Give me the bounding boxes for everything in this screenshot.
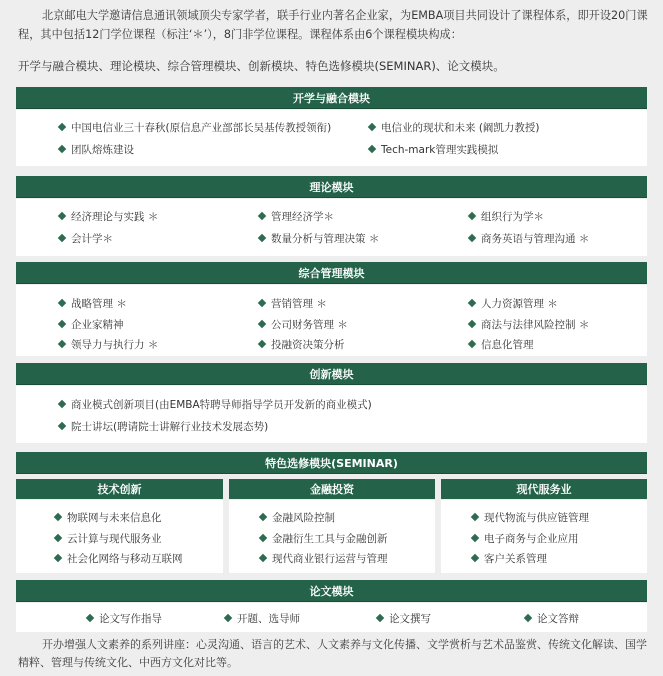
diamond-bullet-icon (376, 614, 384, 622)
diamond-bullet-icon (258, 340, 266, 348)
diamond-bullet-icon (58, 299, 66, 307)
seminar-column-header: 技术创新 (16, 479, 223, 499)
diamond-bullet-icon (259, 554, 267, 562)
list-item: 院士讲坛(聘请院士讲解行业技术发展态势) (58, 420, 268, 434)
list-item: 现代物流与供应链管理 (471, 511, 589, 525)
seminar-column-box (16, 500, 223, 573)
diamond-bullet-icon (258, 320, 266, 328)
diamond-bullet-icon (258, 299, 266, 307)
list-item: 云计算与现代服务业 (54, 532, 162, 546)
opening-module-header: 开学与融合模块 (16, 87, 647, 109)
general-management-module-header: 综合管理模块 (16, 262, 647, 284)
diamond-bullet-icon (524, 614, 532, 622)
diamond-bullet-icon (468, 320, 476, 328)
list-item: 中国电信业三十春秋(原信息产业部部长吴基传教授领衔) (58, 121, 331, 135)
footer-lectures-paragraph: 开办增强人文素养的系列讲座：心灵沟通、语言的艺术、人文素养与文化传播、文学赏析与艺术品鉴赏、传统文化解读、国学精粹、管理与传统文化、中西方文化对比等。 (18, 638, 647, 669)
list-item: 论文撰写 (376, 612, 431, 626)
list-item: 现代商业银行运营与管理 (259, 552, 388, 566)
diamond-bullet-icon (54, 554, 62, 562)
diamond-bullet-icon (58, 400, 66, 408)
theory-module-box (16, 199, 647, 256)
diamond-bullet-icon (54, 534, 62, 542)
diamond-bullet-icon (471, 554, 479, 562)
general-management-module-box (16, 285, 647, 356)
diamond-bullet-icon (258, 234, 266, 242)
list-item: 开题、选导师 (224, 612, 300, 626)
diamond-bullet-icon (471, 513, 479, 521)
opening-module-box (16, 110, 647, 166)
list-item: 商业模式创新项目(由EMBA特聘导师指导学员开发新的商业模式) (58, 398, 372, 412)
list-item: 论文答辩 (524, 612, 579, 626)
list-item: 信息化管理 (468, 338, 534, 352)
diamond-bullet-icon (58, 145, 66, 153)
list-item: 电子商务与企业应用 (471, 532, 579, 546)
list-item: 论文写作指导 (86, 612, 162, 626)
diamond-bullet-icon (58, 422, 66, 430)
list-item: 商务英语与管理沟通 ＊ (468, 232, 589, 246)
diamond-bullet-icon (258, 212, 266, 220)
seminar-module-header: 特色选修模块(SEMINAR) (16, 452, 647, 474)
diamond-bullet-icon (368, 145, 376, 153)
intro-paragraph: 北京邮电大学邀请信息通讯领域顶尖专家学者，联手行业内著名企业家，为EMBA项目共同设计了课程体系，即开设20门课程，其中包括12门学位课程（标注‘＊’），8门非学位课程。课程体系由6个课程模块构成： (18, 9, 648, 41)
diamond-bullet-icon (259, 534, 267, 542)
list-item: 营销管理 ＊ (258, 297, 327, 311)
list-item: 金融风险控制 (259, 511, 335, 525)
seminar-column-box (441, 500, 647, 573)
list-item: 物联网与未来信息化 (54, 511, 162, 525)
list-item: 经济理论与实践 ＊ (58, 210, 158, 224)
list-item: 会计学＊ (58, 232, 113, 246)
diamond-bullet-icon (471, 534, 479, 542)
list-item: 投融资决策分析 (258, 338, 345, 352)
list-item: 领导力与执行力 ＊ (58, 338, 158, 352)
diamond-bullet-icon (468, 340, 476, 348)
list-item: 电信业的现状和未来 (阚凯力教授) (368, 121, 540, 135)
theory-module-header: 理论模块 (16, 176, 647, 198)
diamond-bullet-icon (468, 212, 476, 220)
thesis-module-box (16, 603, 647, 632)
list-item: 团队熔炼建设 (58, 143, 134, 157)
diamond-bullet-icon (58, 212, 66, 220)
diamond-bullet-icon (368, 123, 376, 131)
diamond-bullet-icon (58, 234, 66, 242)
list-item: 企业家精神 (58, 318, 124, 332)
seminar-column-header: 现代服务业 (441, 479, 647, 499)
list-item: 组织行为学＊ (468, 210, 544, 224)
diamond-bullet-icon (58, 340, 66, 348)
thesis-module-header: 论文模块 (16, 580, 647, 602)
diamond-bullet-icon (86, 614, 94, 622)
diamond-bullet-icon (468, 299, 476, 307)
diamond-bullet-icon (259, 513, 267, 521)
diamond-bullet-icon (58, 320, 66, 328)
innovation-module-box (16, 386, 647, 443)
list-item: 社会化网络与移动互联网 (54, 552, 183, 566)
diamond-bullet-icon (58, 123, 66, 131)
innovation-module-header: 创新模块 (16, 363, 647, 385)
list-item: 公司财务管理 ＊ (258, 318, 348, 332)
list-item: 战略管理 ＊ (58, 297, 127, 311)
diamond-bullet-icon (224, 614, 232, 622)
list-item: 管理经济学＊ (258, 210, 334, 224)
list-item: 数量分析与管理决策 ＊ (258, 232, 379, 246)
list-item: 商法与法律风险控制 ＊ (468, 318, 589, 332)
list-item: 人力资源管理 ＊ (468, 297, 558, 311)
diamond-bullet-icon (54, 513, 62, 521)
list-item: Tech-mark管理实践模拟 (368, 143, 498, 157)
list-item: 金融衍生工具与金融创新 (259, 532, 388, 546)
seminar-column-header: 金融投资 (229, 479, 435, 499)
seminar-column-box (229, 500, 435, 573)
modules-list: 开学与融合模块、理论模块、综合管理模块、创新模块、特色选修模块(SEMINAR)、论文模块。 (18, 59, 505, 73)
diamond-bullet-icon (468, 234, 476, 242)
list-item: 客户关系管理 (471, 552, 547, 566)
